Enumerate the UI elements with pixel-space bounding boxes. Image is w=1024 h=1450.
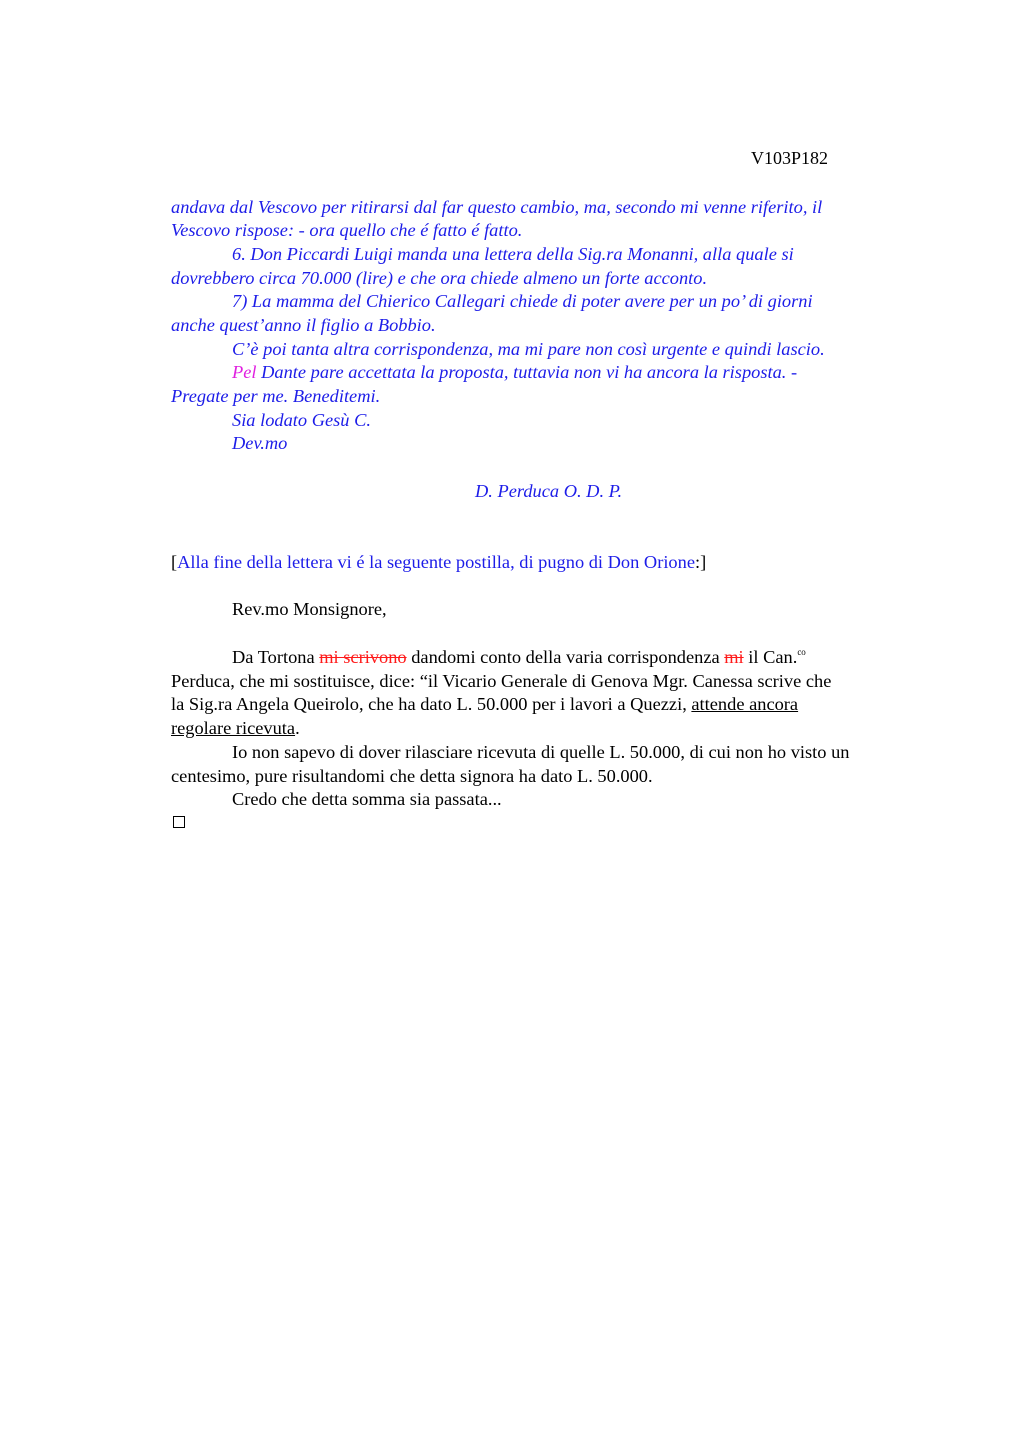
postscript-line	[171, 646, 992, 670]
letter-line: anche quest’anno il figlio a Bobbio.	[171, 315, 436, 335]
text-run: Da Tortona	[232, 647, 320, 667]
letter-line: dovrebbero circa 70.000 (lire) e che ora chiede almeno un forte acconto.	[171, 268, 708, 288]
text-run: la Sig.ra Angela Queirolo, che ha dato L. 50.000 per i lavori a Quezzi,	[171, 694, 692, 714]
text-run: dandomi conto della varia corrispondenza	[406, 647, 725, 667]
note-text: Alla fine della lettera vi é la seguente postilla, di pugno di Don Orione	[177, 552, 695, 572]
superscript: co	[797, 647, 806, 657]
checkbox-glyph	[173, 816, 185, 828]
letter-line: 7) La mamma del Chierico Callegari chiede di poter avere per un po’ di giorni	[232, 291, 813, 311]
letter-line: 6. Don Piccardi Luigi manda una lettera della Sig.ra Monanni, alla quale si	[232, 244, 794, 264]
letter-line: Sia lodato Gesù C.	[232, 410, 371, 430]
deleted-text: mi	[724, 647, 744, 667]
text-run: .	[295, 718, 300, 738]
letter-line: andava dal Vescovo per ritirarsi dal far questo cambio, ma, secondo mi venne riferito, il	[171, 197, 823, 217]
underlined-text: attende ancora	[691, 694, 799, 714]
postscript-line	[171, 693, 931, 717]
postscript-line: centesimo, pure risultandomi che detta signora ha dato L. 50.000.	[171, 766, 653, 786]
postscript-line: Io non sapevo di dover rilasciare ricevuta di quelle L. 50.000, di cui non ho visto un	[232, 742, 850, 762]
underlined-text: regolare ricevuta	[171, 718, 296, 738]
letter-line: Pregate per me. Beneditemi.	[171, 386, 381, 406]
deleted-text: mi scrivono	[319, 647, 407, 667]
bracket-close: :]	[694, 552, 707, 572]
text-run: il Can.	[743, 647, 798, 667]
letter-line: Dev.mo	[232, 433, 288, 453]
salutation: Rev.mo Monsignore,	[232, 599, 387, 619]
signature: D. Perduca O. D. P.	[475, 481, 623, 501]
letter-line: C’è poi tanta altra corrispondenza, ma mi pare non così urgente e quindi lascio.	[232, 339, 825, 359]
postscript-line: Perduca, che mi sostituisce, dice: “il Vicario Generale di Genova Mgr. Canessa scrive che	[171, 671, 832, 691]
bracket-open: [	[171, 552, 178, 572]
postscript-line	[171, 717, 931, 741]
letter-line-rest: Dante pare accettata la proposta, tuttavia non vi ha ancora la risposta. -	[256, 362, 798, 382]
highlighted-word: Pel	[232, 362, 257, 382]
letter-line	[171, 361, 992, 385]
letter-line: Vescovo rispose: - ora quello che é fatto é fatto.	[171, 220, 523, 240]
postscript-line: Credo che detta somma sia passata...	[232, 789, 502, 809]
editorial-note	[171, 551, 931, 575]
page-id: V103P182	[751, 148, 829, 168]
